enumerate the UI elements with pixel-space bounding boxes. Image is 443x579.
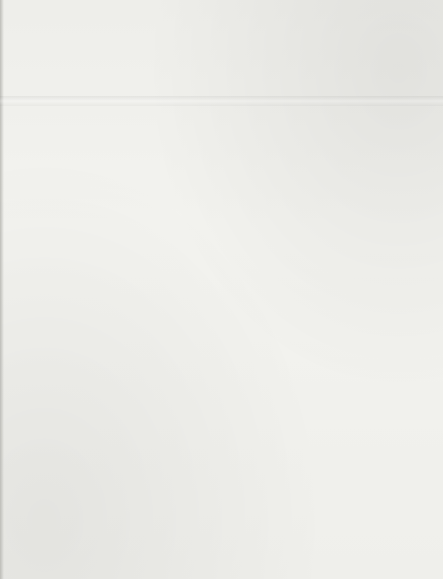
scan-edge-shadow bbox=[0, 0, 4, 579]
paper-fold-line bbox=[0, 96, 443, 106]
